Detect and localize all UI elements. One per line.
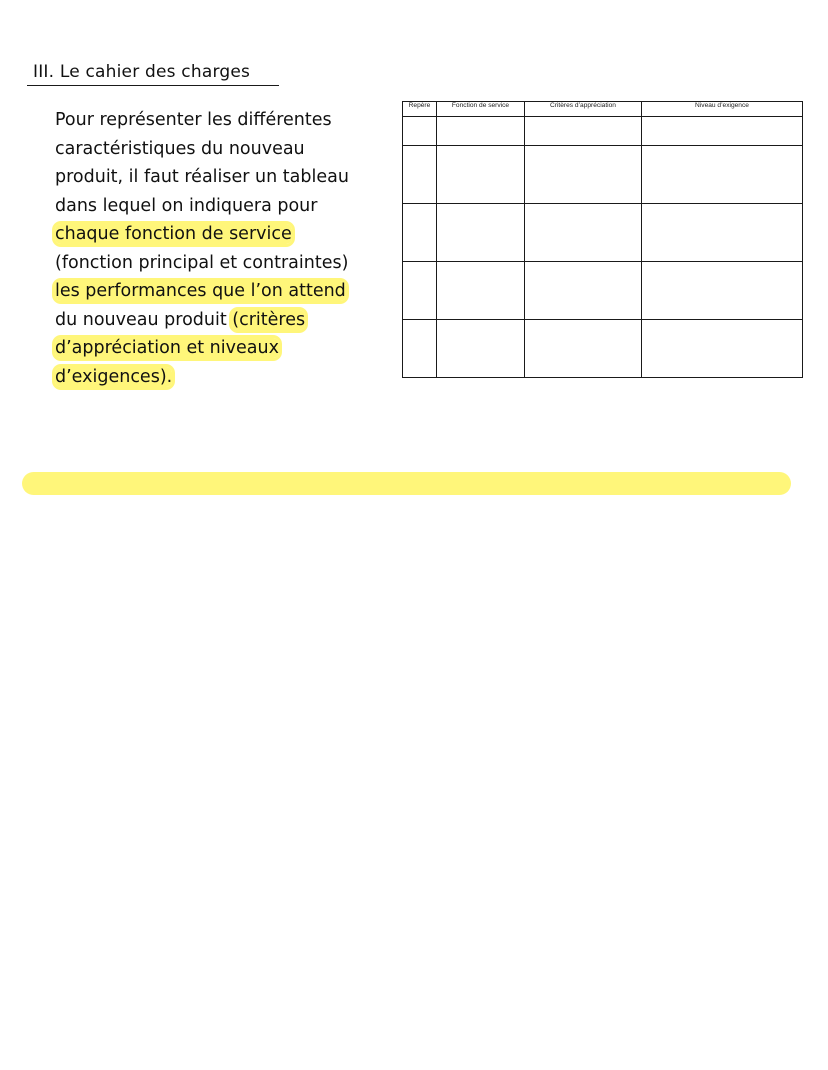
paragraph-line — [55, 306, 385, 335]
highlighted-text: d’appréciation et niveaux — [55, 338, 279, 358]
table-row — [403, 117, 803, 146]
table-cell[interactable] — [437, 262, 525, 320]
paragraph-line: dans lequel on indiquera pour — [55, 195, 318, 216]
table-cell[interactable] — [642, 117, 803, 146]
paragraph-line — [55, 334, 385, 363]
highlighted-text: chaque fonction de service — [55, 224, 292, 244]
paragraph-line: caractéristiques du nouveau — [55, 138, 305, 159]
specifications-table — [402, 101, 803, 378]
table-row — [403, 146, 803, 204]
header-fonction-de-service: Fonction de service — [437, 102, 525, 117]
table-cell[interactable] — [403, 262, 437, 320]
table-cell[interactable] — [642, 262, 803, 320]
table-cell[interactable] — [525, 204, 642, 262]
table-cell[interactable] — [437, 204, 525, 262]
table-cell[interactable] — [525, 146, 642, 204]
header-criteres-appreciation: Critères d’appréciation — [525, 102, 642, 117]
table-cell[interactable] — [437, 117, 525, 146]
paragraph-line — [55, 363, 385, 392]
table-cell[interactable] — [437, 320, 525, 378]
description-paragraph — [55, 106, 385, 391]
header-repere: Repère — [403, 102, 437, 117]
table-cell[interactable] — [403, 320, 437, 378]
paragraph-line — [55, 220, 385, 249]
title-underline — [27, 85, 279, 86]
table-cell[interactable] — [642, 320, 803, 378]
paragraph-line: (fonction principal et contraintes) — [55, 252, 349, 273]
table-cell[interactable] — [437, 146, 525, 204]
table-cell[interactable] — [525, 117, 642, 146]
table-cell[interactable] — [403, 117, 437, 146]
table-row — [403, 320, 803, 378]
table-header-row — [403, 102, 803, 117]
header-niveau-exigence: Niveau d’exigence — [642, 102, 803, 117]
table-row — [403, 204, 803, 262]
table-cell[interactable] — [403, 204, 437, 262]
table-cell[interactable] — [525, 262, 642, 320]
paragraph-line: Pour représenter les différentes — [55, 110, 332, 130]
highlight-divider-band — [22, 472, 791, 495]
section-title: III. Le cahier des charges — [33, 62, 251, 82]
highlighted-text: (critères — [232, 309, 306, 330]
paragraph-text: du nouveau produit — [55, 309, 227, 330]
table-row — [403, 262, 803, 320]
table-cell[interactable] — [525, 320, 642, 378]
highlighted-text: les performances que l’on attend — [55, 281, 346, 301]
table-cell[interactable] — [403, 146, 437, 204]
paragraph-line — [55, 277, 385, 306]
table-cell[interactable] — [642, 146, 803, 204]
highlighted-text: d’exigences). — [55, 366, 173, 387]
table-cell[interactable] — [642, 204, 803, 262]
paragraph-line: produit, il faut réaliser un tableau — [55, 167, 349, 187]
